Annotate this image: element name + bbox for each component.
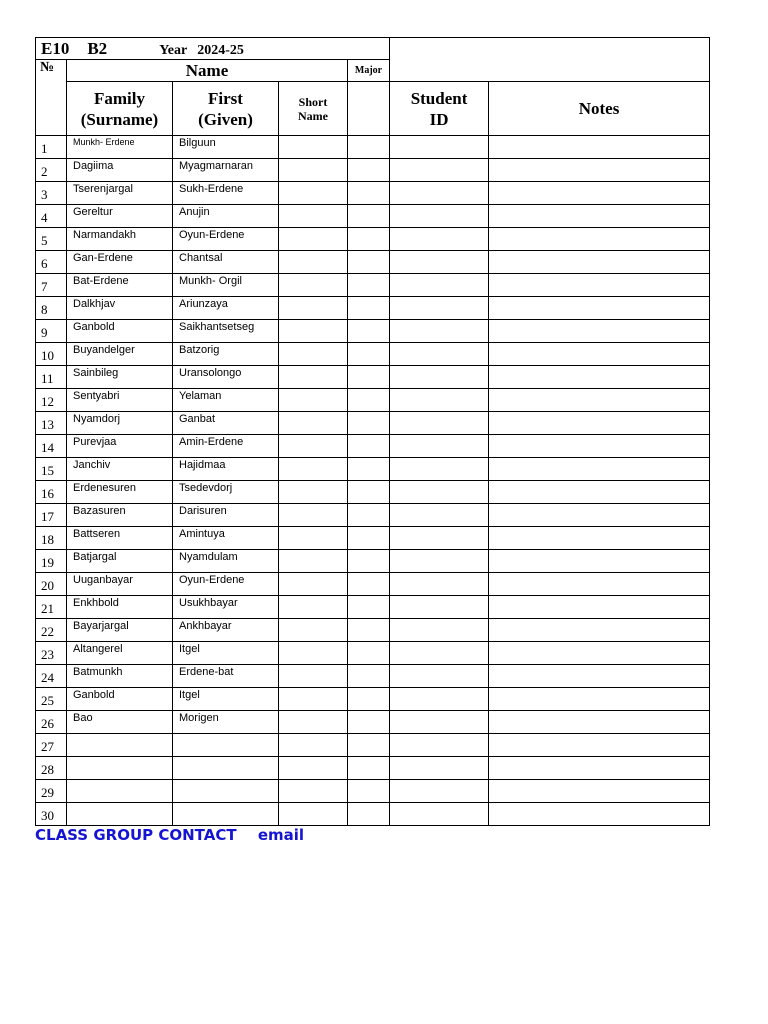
row-number: 15 — [36, 458, 67, 481]
short-name-cell — [279, 136, 348, 159]
first-name-cell: Myagmarnaran — [173, 159, 279, 182]
table-row — [36, 573, 710, 596]
short-name-cell — [279, 389, 348, 412]
notes-cell — [489, 136, 710, 159]
major-cell — [348, 412, 390, 435]
row-number: 27 — [36, 734, 67, 757]
short-name-cell — [279, 435, 348, 458]
notes-cell — [489, 596, 710, 619]
row-number: 29 — [36, 780, 67, 803]
notes-cell — [489, 481, 710, 504]
major-cell — [348, 665, 390, 688]
student-id-cell — [390, 297, 489, 320]
family-name-cell: Bao — [67, 711, 173, 734]
family-name-cell — [67, 734, 173, 757]
major-cell — [348, 596, 390, 619]
first-name-cell: Uransolongo — [173, 366, 279, 389]
major-cell — [348, 297, 390, 320]
major-cell — [348, 136, 390, 159]
row-number: 7 — [36, 274, 67, 297]
table-row — [36, 688, 710, 711]
family-name-cell: Altangerel — [67, 642, 173, 665]
family-name-cell: Gereltur — [67, 205, 173, 228]
row-number: 24 — [36, 665, 67, 688]
family-name-cell: Ganbold — [67, 320, 173, 343]
family-name-cell: Batmunkh — [67, 665, 173, 688]
row-number: 22 — [36, 619, 67, 642]
first-name-header — [173, 82, 279, 136]
class-roster-table — [35, 37, 710, 826]
notes-cell — [489, 274, 710, 297]
notes-cell — [489, 366, 710, 389]
major-cell — [348, 642, 390, 665]
family-name-cell: Tserenjargal — [67, 182, 173, 205]
short-name-cell — [279, 205, 348, 228]
major-cell — [348, 550, 390, 573]
first-name-cell: Nyamdulam — [173, 550, 279, 573]
notes-cell — [489, 711, 710, 734]
first-name-cell: Tsedevdorj — [173, 481, 279, 504]
first-name-cell: Itgel — [173, 642, 279, 665]
header-blank-cell — [390, 38, 710, 82]
short-header-line1: Short — [298, 94, 328, 109]
first-name-cell: Sukh-Erdene — [173, 182, 279, 205]
first-name-cell: Oyun-Erdene — [173, 573, 279, 596]
row-number: 28 — [36, 757, 67, 780]
table-row — [36, 596, 710, 619]
short-name-cell — [279, 251, 348, 274]
row-number: 30 — [36, 803, 67, 826]
first-name-cell: Munkh- Orgil — [173, 274, 279, 297]
table-row — [36, 159, 710, 182]
student-id-cell — [390, 734, 489, 757]
year-value: 2024-25 — [197, 42, 244, 58]
major-cell — [348, 711, 390, 734]
row-number: 8 — [36, 297, 67, 320]
notes-cell — [489, 665, 710, 688]
family-name-cell — [67, 780, 173, 803]
table-row — [36, 481, 710, 504]
student-id-cell — [390, 205, 489, 228]
row-number: 6 — [36, 251, 67, 274]
first-name-cell: Yelaman — [173, 389, 279, 412]
family-name-cell: Enkhbold — [67, 596, 173, 619]
notes-cell — [489, 803, 710, 826]
notes-cell — [489, 159, 710, 182]
notes-cell — [489, 182, 710, 205]
first-name-cell: Ariunzaya — [173, 297, 279, 320]
short-name-header — [279, 82, 348, 136]
short-name-cell — [279, 711, 348, 734]
number-column-header: № — [36, 60, 67, 136]
student-id-cell — [390, 619, 489, 642]
notes-cell — [489, 688, 710, 711]
family-name-cell: Gan-Erdene — [67, 251, 173, 274]
major-cell — [348, 504, 390, 527]
student-id-cell — [390, 320, 489, 343]
student-id-cell — [390, 757, 489, 780]
notes-cell — [489, 757, 710, 780]
first-header-line2: (Given) — [198, 109, 253, 129]
table-row — [36, 734, 710, 757]
short-name-cell — [279, 412, 348, 435]
family-name-cell: Buyandelger — [67, 343, 173, 366]
student-id-cell — [390, 136, 489, 159]
year-label: Year — [159, 42, 188, 58]
student-id-cell — [390, 389, 489, 412]
table-row — [36, 504, 710, 527]
row-number: 12 — [36, 389, 67, 412]
row-number: 5 — [36, 228, 67, 251]
first-name-cell — [173, 780, 279, 803]
first-name-cell — [173, 757, 279, 780]
short-name-cell — [279, 527, 348, 550]
family-header-line2: (Surname) — [80, 109, 159, 129]
row-number: 9 — [36, 320, 67, 343]
notes-cell — [489, 619, 710, 642]
student-id-header-line2: ID — [429, 109, 449, 129]
short-name-cell — [279, 803, 348, 826]
short-name-cell — [279, 228, 348, 251]
short-name-cell — [279, 182, 348, 205]
first-header-line1: First — [208, 88, 243, 108]
major-cell — [348, 366, 390, 389]
family-name-cell: Batjargal — [67, 550, 173, 573]
family-name-cell: Battseren — [67, 527, 173, 550]
table-row — [36, 412, 710, 435]
student-id-cell — [390, 435, 489, 458]
first-name-cell: Amin-Erdene — [173, 435, 279, 458]
table-row — [36, 458, 710, 481]
short-name-cell — [279, 642, 348, 665]
first-name-cell: Usukhbayar — [173, 596, 279, 619]
notes-header: Notes — [489, 82, 710, 136]
major-column-header: Major — [348, 60, 390, 82]
major-cell — [348, 619, 390, 642]
first-name-cell: Batzorig — [173, 343, 279, 366]
student-id-cell — [390, 274, 489, 297]
major-cell — [348, 205, 390, 228]
major-cell — [348, 803, 390, 826]
table-row — [36, 320, 710, 343]
first-name-cell: Morigen — [173, 711, 279, 734]
short-name-cell — [279, 619, 348, 642]
notes-cell — [489, 228, 710, 251]
table-row — [36, 228, 710, 251]
row-number: 2 — [36, 159, 67, 182]
family-name-cell: Nyamdorj — [67, 412, 173, 435]
family-name-cell: Sentyabri — [67, 389, 173, 412]
row-number: 13 — [36, 412, 67, 435]
table-row — [36, 182, 710, 205]
first-name-cell: Chantsal — [173, 251, 279, 274]
row-number: 17 — [36, 504, 67, 527]
major-cell — [348, 757, 390, 780]
row-number: 10 — [36, 343, 67, 366]
short-name-cell — [279, 274, 348, 297]
student-id-cell — [390, 665, 489, 688]
short-name-cell — [279, 504, 348, 527]
row-number: 11 — [36, 366, 67, 389]
notes-cell — [489, 527, 710, 550]
first-name-cell: Amintuya — [173, 527, 279, 550]
table-row — [36, 665, 710, 688]
table-row — [36, 550, 710, 573]
first-name-cell: Hajidmaa — [173, 458, 279, 481]
row-number: 23 — [36, 642, 67, 665]
table-row — [36, 780, 710, 803]
table-row — [36, 527, 710, 550]
notes-cell — [489, 251, 710, 274]
class-info-header — [36, 38, 390, 60]
student-id-cell — [390, 412, 489, 435]
family-name-cell: Bat-Erdene — [67, 274, 173, 297]
family-name-cell: Munkh- Erdene — [67, 136, 173, 159]
student-id-cell — [390, 182, 489, 205]
notes-cell — [489, 780, 710, 803]
short-name-cell — [279, 688, 348, 711]
short-name-cell — [279, 757, 348, 780]
notes-cell — [489, 297, 710, 320]
student-id-cell — [390, 550, 489, 573]
table-row — [36, 803, 710, 826]
major-cell — [348, 458, 390, 481]
short-name-cell — [279, 297, 348, 320]
major-cell — [348, 688, 390, 711]
student-id-header-line1: Student — [410, 88, 468, 108]
first-name-cell: Itgel — [173, 688, 279, 711]
student-id-cell — [390, 688, 489, 711]
major-cell — [348, 228, 390, 251]
short-name-cell — [279, 780, 348, 803]
student-id-cell — [390, 803, 489, 826]
major-cell — [348, 251, 390, 274]
first-name-cell — [173, 803, 279, 826]
family-name-cell: Dagiima — [67, 159, 173, 182]
table-row — [36, 274, 710, 297]
family-name-cell: Dalkhjav — [67, 297, 173, 320]
major-cell — [348, 435, 390, 458]
family-name-cell — [67, 757, 173, 780]
class-group: B2 — [87, 38, 108, 58]
major-cell — [348, 274, 390, 297]
major-cell — [348, 734, 390, 757]
notes-cell — [489, 458, 710, 481]
student-id-cell — [390, 642, 489, 665]
family-name-cell: Sainbileg — [67, 366, 173, 389]
short-name-cell — [279, 665, 348, 688]
major-cell — [348, 343, 390, 366]
first-name-cell: Bilguun — [173, 136, 279, 159]
student-id-cell — [390, 366, 489, 389]
short-header-line2: Name — [298, 108, 328, 123]
row-number: 14 — [36, 435, 67, 458]
row-number: 25 — [36, 688, 67, 711]
name-column-header: Name — [67, 60, 348, 82]
major-cell — [348, 573, 390, 596]
student-id-cell — [390, 251, 489, 274]
short-name-cell — [279, 550, 348, 573]
short-name-cell — [279, 343, 348, 366]
first-name-cell: Ankhbayar — [173, 619, 279, 642]
row-number: 3 — [36, 182, 67, 205]
short-name-cell — [279, 159, 348, 182]
student-id-cell — [390, 573, 489, 596]
family-name-header — [67, 82, 173, 136]
notes-cell — [489, 734, 710, 757]
row-number: 19 — [36, 550, 67, 573]
notes-cell — [489, 343, 710, 366]
notes-cell — [489, 389, 710, 412]
family-name-cell: Ganbold — [67, 688, 173, 711]
student-id-cell — [390, 458, 489, 481]
row-number: 1 — [36, 136, 67, 159]
family-name-cell: Erdenesuren — [67, 481, 173, 504]
email-label: email — [257, 826, 305, 844]
student-id-cell — [390, 596, 489, 619]
short-name-cell — [279, 458, 348, 481]
family-header-line1: Family — [94, 88, 145, 108]
class-group-contact — [35, 826, 304, 844]
notes-cell — [489, 435, 710, 458]
student-id-cell — [390, 780, 489, 803]
first-name-cell: Saikhantsetseg — [173, 320, 279, 343]
first-name-cell: Anujin — [173, 205, 279, 228]
major-cell — [348, 481, 390, 504]
student-id-cell — [390, 159, 489, 182]
notes-cell — [489, 320, 710, 343]
student-id-cell — [390, 343, 489, 366]
short-name-cell — [279, 366, 348, 389]
short-name-cell — [279, 596, 348, 619]
table-row — [36, 366, 710, 389]
student-id-cell — [390, 228, 489, 251]
short-name-cell — [279, 573, 348, 596]
major-cell — [348, 389, 390, 412]
family-name-cell: Janchiv — [67, 458, 173, 481]
row-number: 20 — [36, 573, 67, 596]
student-id-cell — [390, 711, 489, 734]
short-name-cell — [279, 734, 348, 757]
major-cell — [348, 527, 390, 550]
table-row — [36, 136, 710, 159]
table-row — [36, 642, 710, 665]
table-row — [36, 711, 710, 734]
class-code: E10 — [41, 38, 70, 58]
first-name-cell: Darisuren — [173, 504, 279, 527]
row-number: 4 — [36, 205, 67, 228]
major-cell — [348, 780, 390, 803]
row-number: 21 — [36, 596, 67, 619]
major-cell — [348, 320, 390, 343]
student-id-header — [390, 82, 489, 136]
table-row — [36, 251, 710, 274]
family-name-cell: Bayarjargal — [67, 619, 173, 642]
student-id-cell — [390, 481, 489, 504]
row-number: 26 — [36, 711, 67, 734]
notes-cell — [489, 573, 710, 596]
major-blank-header — [348, 82, 390, 136]
table-row — [36, 297, 710, 320]
table-row — [36, 389, 710, 412]
notes-cell — [489, 550, 710, 573]
family-name-cell: Bazasuren — [67, 504, 173, 527]
major-cell — [348, 159, 390, 182]
notes-cell — [489, 642, 710, 665]
short-name-cell — [279, 320, 348, 343]
family-name-cell: Purevjaa — [67, 435, 173, 458]
table-row — [36, 619, 710, 642]
major-cell — [348, 182, 390, 205]
row-number: 16 — [36, 481, 67, 504]
family-name-cell: Uuganbayar — [67, 573, 173, 596]
table-row — [36, 205, 710, 228]
family-name-cell: Narmandakh — [67, 228, 173, 251]
first-name-cell: Oyun-Erdene — [173, 228, 279, 251]
short-name-cell — [279, 481, 348, 504]
notes-cell — [489, 504, 710, 527]
row-number: 18 — [36, 527, 67, 550]
family-name-cell — [67, 803, 173, 826]
notes-cell — [489, 205, 710, 228]
first-name-cell: Ganbat — [173, 412, 279, 435]
student-id-cell — [390, 527, 489, 550]
contact-label: CLASS GROUP CONTACT — [35, 826, 237, 844]
notes-cell — [489, 412, 710, 435]
table-row — [36, 757, 710, 780]
student-id-cell — [390, 504, 489, 527]
table-row — [36, 343, 710, 366]
table-row — [36, 435, 710, 458]
first-name-cell: Erdene-bat — [173, 665, 279, 688]
first-name-cell — [173, 734, 279, 757]
